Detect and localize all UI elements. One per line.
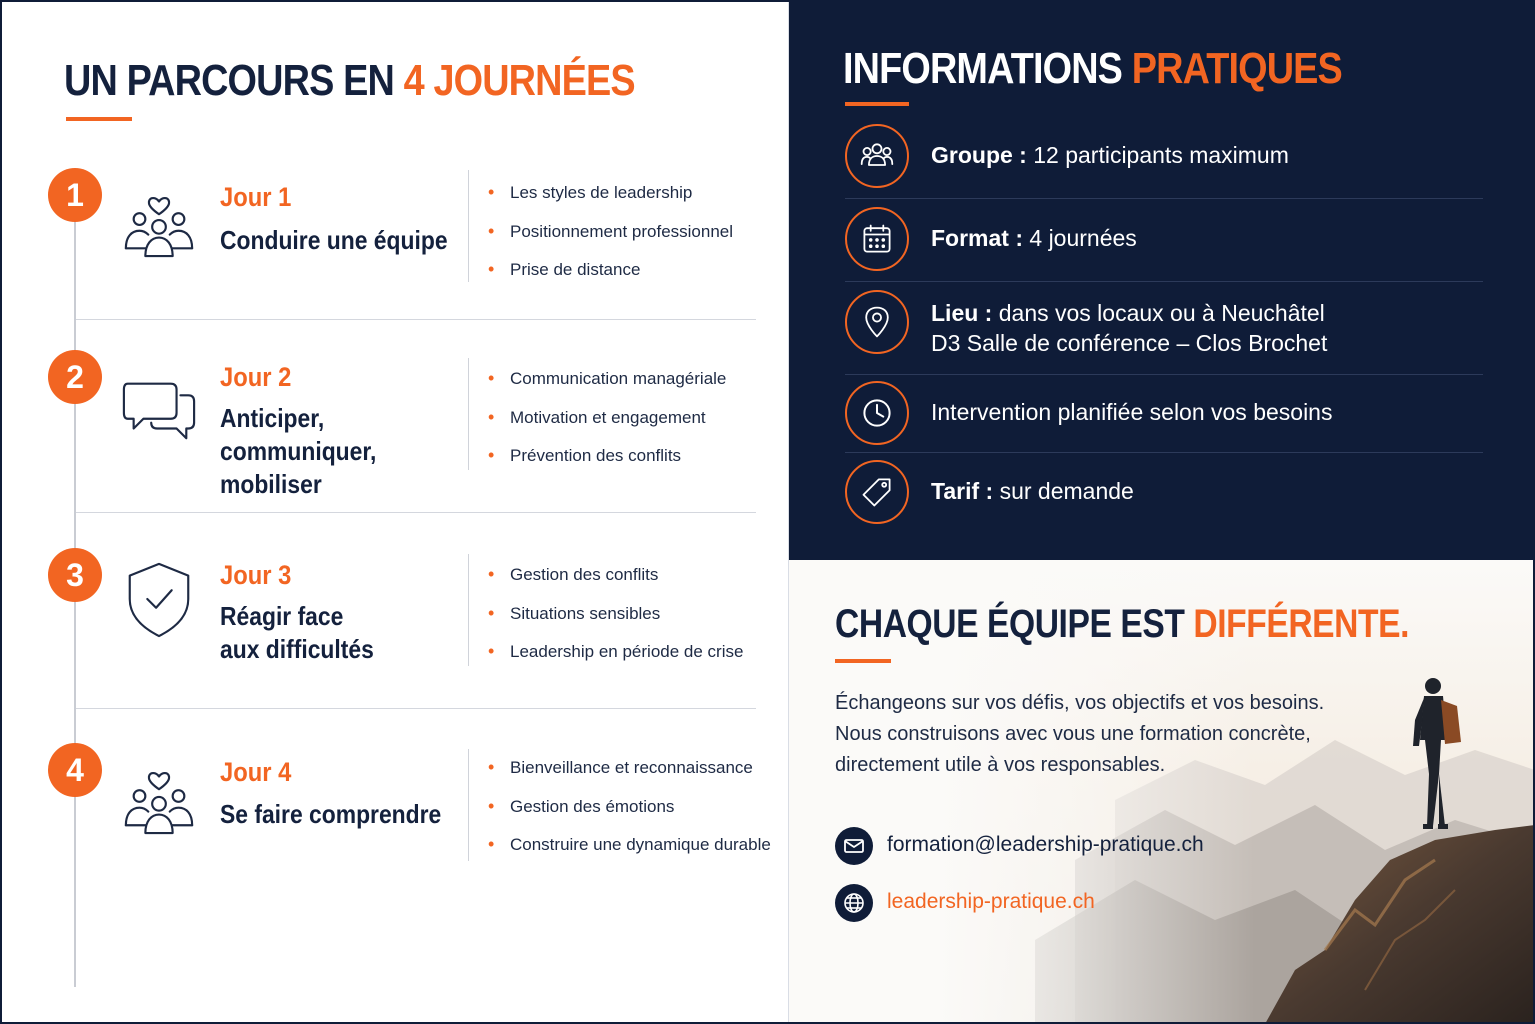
email-link[interactable]: formation@leadership-pratique.ch [887, 833, 1204, 856]
day-topic: • Positionnement professionnel [488, 221, 733, 260]
info-value: sur demande [993, 478, 1134, 504]
program-title-main: UN PARCOURS EN [64, 56, 404, 105]
day-separator [76, 708, 756, 709]
day-label: Jour 4 [220, 757, 292, 787]
info-title [843, 44, 1342, 94]
day-separator [76, 512, 756, 513]
day-topics [488, 757, 771, 873]
day-topics [488, 182, 733, 298]
day-topic: • Les styles de leadership [488, 182, 733, 221]
info-value: 4 journées [1023, 225, 1137, 251]
day-topic: • Prise de distance [488, 259, 733, 298]
info-title-accent: PRATIQUES [1131, 44, 1342, 93]
team-heart-icon [120, 755, 198, 837]
day-card-4 [0, 743, 789, 939]
program-title [64, 56, 635, 106]
info-text [931, 223, 1137, 253]
day-separator [76, 319, 756, 320]
day-number-badge: 4 [48, 743, 102, 797]
contact-title-underline [835, 659, 891, 663]
day-card-3 [0, 548, 789, 744]
day-topic: • Prévention des conflits [488, 445, 726, 484]
info-value-line2: D3 Salle de conférence – Clos Brochet [931, 330, 1328, 356]
day-topic: • Motivation et engagement [488, 407, 726, 446]
day-topics [488, 368, 726, 484]
info-value: 12 participants maximum [1026, 142, 1289, 168]
day-topic: • Construire une dynamique durable [488, 834, 771, 873]
info-key: Tarif : [931, 478, 994, 504]
contact-paragraph [835, 688, 1355, 781]
day-divider [468, 170, 469, 282]
speech-bubbles-icon [120, 368, 198, 450]
website-link[interactable]: leadership-pratique.ch [887, 890, 1095, 913]
contact-title-accent: DIFFÉRENTE. [1193, 602, 1410, 646]
contact-section [789, 560, 1535, 1024]
day-topic: • Gestion des émotions [488, 796, 771, 835]
envelope-icon [835, 827, 873, 865]
day-topic: • Communication managériale [488, 368, 726, 407]
info-text [931, 476, 1134, 506]
info-key: Lieu : [931, 300, 993, 326]
practical-info-section [789, 0, 1535, 560]
day-topic: • Situations sensibles [488, 603, 743, 642]
paragraph-line: Nous construisons avec vous une formation concrète, [835, 723, 1311, 745]
info-text [931, 140, 1289, 170]
day-topics [488, 564, 743, 680]
info-separator [845, 281, 1483, 282]
day-topic: • Leadership en période de crise [488, 641, 743, 680]
day-divider [468, 749, 469, 861]
location-pin-icon [845, 290, 909, 354]
globe-icon [835, 884, 873, 922]
info-value: Intervention planifiée selon vos besoins [931, 399, 1333, 425]
info-separator [845, 198, 1483, 199]
info-text [931, 397, 1332, 427]
program-title-accent: 4 JOURNÉES [403, 56, 635, 105]
shield-check-icon [120, 558, 198, 640]
day-number-badge: 3 [48, 548, 102, 602]
group-icon [845, 124, 909, 188]
info-title-main: INFORMATIONS [843, 44, 1132, 93]
clock-icon [845, 381, 909, 445]
day-divider [468, 554, 469, 666]
day-topic: • Bienveillance et reconnaissance [488, 757, 771, 796]
price-tag-icon [845, 460, 909, 524]
info-value: dans vos locaux ou à Neuchâtel [992, 300, 1325, 326]
day-title: Réagir face aux difficultés [220, 601, 374, 664]
info-text [931, 298, 1327, 358]
program-title-underline [66, 117, 132, 121]
day-title: Anticiper, communiquer, mobiliser [220, 403, 377, 499]
contact-title-main: CHAQUE ÉQUIPE EST [835, 602, 1194, 646]
day-card-1 [0, 160, 789, 356]
day-card-2 [0, 350, 789, 546]
info-key: Format : [931, 225, 1023, 251]
team-heart-icon [120, 180, 198, 262]
info-separator [845, 374, 1483, 375]
calendar-icon [845, 207, 909, 271]
day-divider [468, 358, 469, 470]
day-number-badge: 1 [48, 168, 102, 222]
paragraph-line: directement utile à vos responsables. [835, 754, 1166, 776]
day-topic: • Gestion des conflits [488, 564, 743, 603]
day-title: Conduire une équipe [220, 225, 448, 255]
paragraph-line: Échangeons sur vos défis, vos objectifs et vos besoins. [835, 692, 1325, 714]
info-title-underline [845, 102, 909, 106]
contact-title [835, 602, 1409, 647]
day-title: Se faire comprendre [220, 799, 442, 829]
day-label: Jour 2 [220, 362, 292, 392]
info-key: Groupe : [931, 142, 1027, 168]
day-label: Jour 3 [220, 560, 292, 590]
info-separator [845, 452, 1483, 453]
day-number-badge: 2 [48, 350, 102, 404]
day-label: Jour 1 [220, 182, 292, 212]
